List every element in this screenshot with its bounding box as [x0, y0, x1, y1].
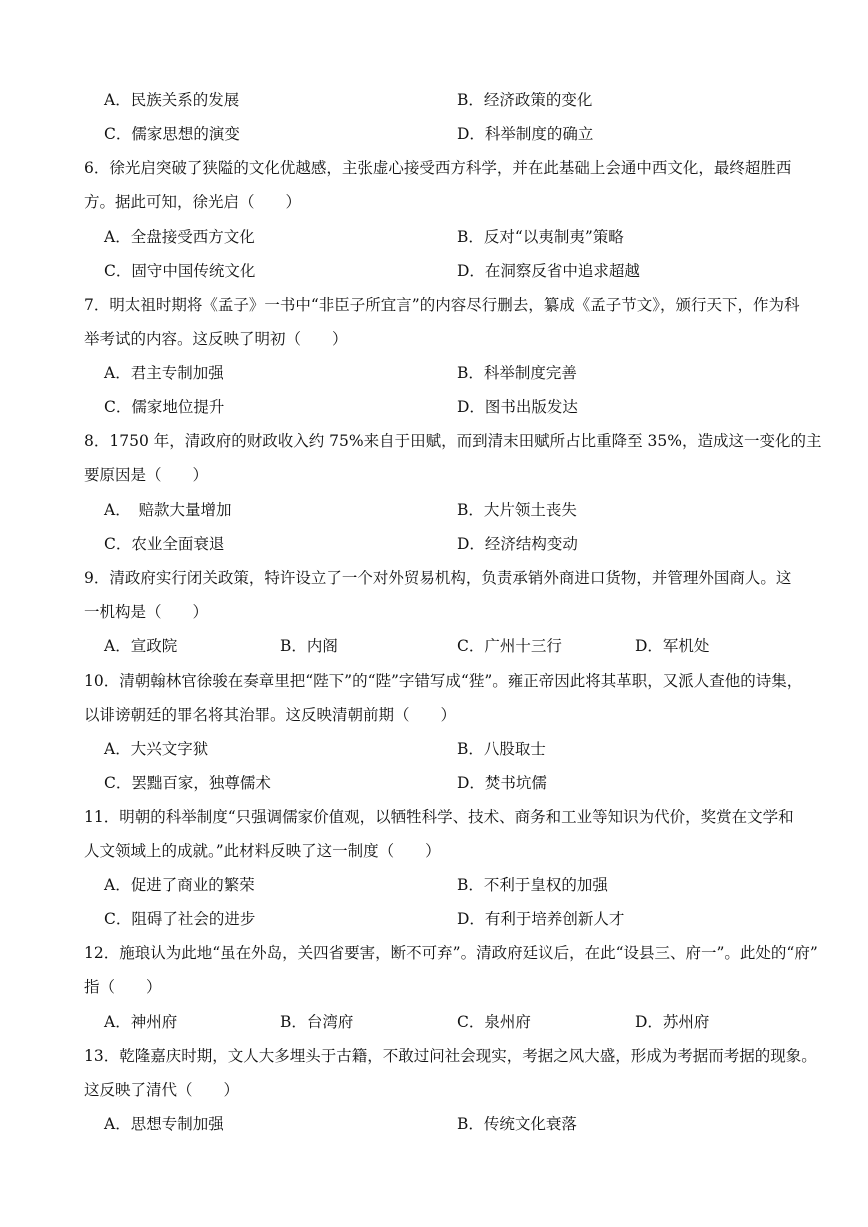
q7-option-b: B．科举制度完善 [457, 364, 577, 382]
q13-stem-line2: 这反映了清代（ ） [84, 1081, 240, 1099]
q8-option-c: C．农业全面衰退 [104, 535, 225, 553]
q9-option-a: A．宣政院 [104, 637, 178, 655]
q12-option-b: B．台湾府 [280, 1013, 354, 1031]
q5-option-c: C．儒家思想的演变 [104, 125, 240, 143]
q7-stem-line1: 7．明太祖时期将《孟子》一书中“非臣子所宜言”的内容尽行删去，纂成《孟子节文》，颁行天下，作为科 [84, 296, 800, 314]
q6-option-d: D．在洞察反省中追求超越 [457, 262, 640, 280]
q11-option-b: B．不利于皇权的加强 [457, 876, 608, 894]
q11-stem-line2: 人文领域上的成就。”此材料反映了这一制度（ ） [84, 842, 441, 860]
q5-option-d: D．科举制度的确立 [457, 125, 594, 143]
q13-option-a: A．思想专制加强 [104, 1115, 224, 1133]
q9-option-c: C．广州十三行 [457, 637, 562, 655]
q6-option-a: A．全盘接受西方文化 [104, 228, 255, 246]
q5-option-b: B．经济政策的变化 [457, 91, 593, 109]
q12-option-a: A．神州府 [104, 1013, 178, 1031]
q8-stem-line1: 8．1750 年，清政府的财政收入约 75%来自于田赋，而到清末田赋所占比重降至 35%，造成这一变化的主 [84, 432, 822, 450]
q10-option-a: A．大兴文字狱 [104, 740, 209, 758]
q11-option-c: C．阻碍了社会的进步 [104, 910, 256, 928]
q10-stem-line2: 以诽谤朝廷的罪名将其治罪。这反映清朝前期（ ） [84, 706, 457, 724]
q11-option-d: D．有利于培养创新人才 [457, 910, 625, 928]
q7-option-c: C．儒家地位提升 [104, 398, 225, 416]
q12-option-c: C．泉州府 [457, 1013, 531, 1031]
q8-stem-line2: 要原因是（ ） [84, 466, 209, 484]
q5-option-a: A．民族关系的发展 [104, 91, 240, 109]
q7-stem-line2: 举考试的内容。这反映了明初（ ） [84, 330, 348, 348]
q10-option-c: C．罢黜百家，独尊儒术 [104, 774, 271, 792]
q8-option-a: A． 赔款大量增加 [104, 501, 232, 519]
q9-stem-line2: 一机构是（ ） [84, 603, 209, 621]
q12-stem-line2: 指（ ） [84, 978, 162, 996]
q8-option-b: B．大片领土丧失 [457, 501, 577, 519]
q6-option-b: B．反对“以夷制夷”策略 [457, 228, 624, 246]
q9-stem-line1: 9．清政府实行闭关政策，特许设立了一个对外贸易机构，负责承销外商进口货物，并管理外国商人。这 [84, 569, 792, 587]
q6-option-c: C．固守中国传统文化 [104, 262, 256, 280]
q12-option-d: D．苏州府 [635, 1013, 710, 1031]
q10-stem-line1: 10．清朝翰林官徐骏在奏章里把“陛下”的“陛”字错写成“狴”。雍正帝因此将其革职，又派人查他的诗集， [84, 672, 803, 690]
q9-option-d: D．军机处 [635, 637, 710, 655]
q10-option-b: B．八股取士 [457, 740, 546, 758]
q8-option-d: D．经济结构变动 [457, 535, 578, 553]
q6-stem-line1: 6．徐光启突破了狭隘的文化优越感，主张虚心接受西方科学，并在此基础上会通中西文化，最终超胜西 [84, 159, 792, 177]
q13-stem-line1: 13．乾隆嘉庆时期，文人大多埋头于古籍，不敢过问社会现实，考据之风大盛，形成为考据而考据的现象。 [84, 1047, 817, 1065]
q7-option-d: D．图书出版发达 [457, 398, 578, 416]
q6-stem-line2: 方。据此可知，徐光启（ ） [84, 193, 302, 211]
q13-option-b: B．传统文化衰落 [457, 1115, 577, 1133]
q10-option-d: D．焚书坑儒 [457, 774, 547, 792]
q12-stem-line1: 12．施琅认为此地“虽在外岛，关四省要害，断不可弃”。清政府廷议后，在此“设县三、府一”。此处的“府” [84, 944, 818, 962]
q11-stem-line1: 11．明朝的科举制度“只强调儒家价值观，以牺牲科学、技术、商务和工业等知识为代价，奖赏在文学和 [84, 808, 794, 826]
q11-option-a: A．促进了商业的繁荣 [104, 876, 255, 894]
q7-option-a: A．君主专制加强 [104, 364, 224, 382]
q9-option-b: B．内阁 [280, 637, 338, 655]
